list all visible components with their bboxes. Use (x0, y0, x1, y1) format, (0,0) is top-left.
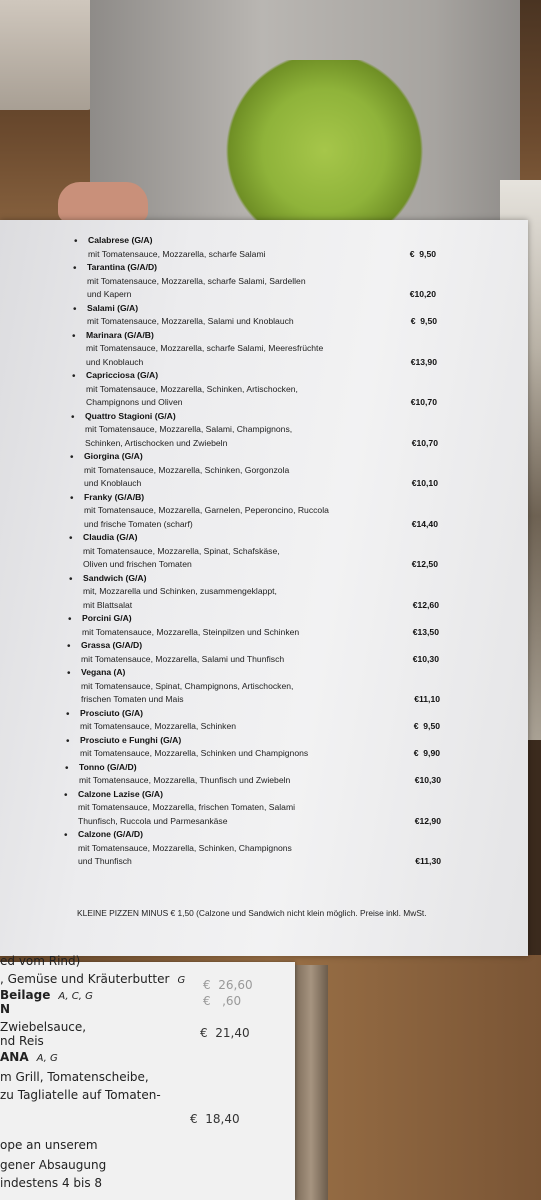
menu-item-description: mit Tomatensauce, Mozzarella, Schinken, Gorgonzola (84, 464, 290, 475)
card-line-text: indestens 4 bis 8 (0, 1176, 103, 1190)
menu-item (0, 639, 528, 666)
menu-item-name: Prosciuto (G/A) (80, 707, 144, 718)
chair (0, 0, 95, 110)
card-line-text: N (0, 1002, 11, 1016)
menu-item-description: und Knoblauch (86, 356, 144, 367)
menu-item-price: €10,30 (412, 653, 439, 664)
menu-item-description: mit Tomatensauce, Mozzarella, scharfe Salami, Sardellen (87, 275, 306, 286)
menu-item (0, 261, 528, 302)
menu-item-price: € 9,90 (413, 748, 440, 758)
menu-item-name: Capricciosa (G/A) (86, 370, 159, 380)
card-line-text: ANA (0, 1050, 29, 1064)
card-line-text: zu Tagliatelle auf Tomaten- (0, 1088, 161, 1102)
menu-item-list (0, 234, 528, 869)
menu-item-description: mit Tomatensauce, Mozzarella, Schinken (80, 721, 237, 731)
hand (58, 182, 148, 222)
menu-item-description: mit Tomatensauce, Mozzarella, Garnelen, Peperoncino, Ruccola (84, 505, 329, 515)
menu-item-description: und Thunfisch (78, 856, 132, 866)
menu-item-name: Prosciuto e Funghi (G/A) (80, 734, 182, 745)
menu-item-price: €10,30 (414, 775, 441, 785)
menu-item (0, 788, 528, 829)
menu-item-description: mit Tomatensauce, Mozzarella, Spinat, Schafskäse, (83, 545, 280, 556)
menu-item-description: mit Tomatensauce, Spinat, Champignons, Artischocken, (81, 680, 294, 691)
menu-item-name: Claudia (G/A) (83, 532, 138, 542)
menu-item-name: Franky (G/A/B) (84, 491, 145, 502)
card-line-text: nd Reis (0, 1034, 44, 1048)
menu-item-name: Salami (G/A) (87, 302, 139, 313)
menu-footnote: KLEINE PIZZEN MINUS € 1,50 (Calzone und Sandwich nicht klein möglich. Preise inkl. MwSt. (77, 908, 427, 918)
table-plant (222, 60, 427, 225)
menu-item (0, 761, 528, 788)
menu-item-price: € 9,50 (413, 721, 440, 731)
menu-item-price: €13,90 (410, 356, 437, 367)
menu-item (0, 612, 528, 639)
menu-item-price: €11,30 (415, 856, 441, 866)
menu-item (0, 828, 528, 869)
card-line (0, 1002, 10, 1016)
menu-item-name: Marinara (G/A/B) (86, 329, 154, 340)
bullet-icon: • (74, 236, 78, 247)
menu-item (0, 410, 528, 451)
menu-stand (294, 965, 328, 1200)
allergen-code: A, C, G (58, 991, 93, 1002)
menu-item-description: mit Tomatensauce, Mozzarella, scharfe Salami, Meeresfrüchte (86, 343, 324, 353)
allergen-code: A, G (36, 1053, 58, 1064)
bullet-icon: • (71, 411, 75, 423)
menu-item-description: mit Tomatensauce, Mozzarella, Steinpilzen und Schinken (82, 626, 300, 637)
menu-item-name: Tarantina (G/A/D) (87, 262, 158, 272)
allergen-code: G (177, 975, 186, 986)
card-line (0, 1070, 149, 1084)
card-line (0, 954, 80, 968)
card-line (0, 988, 93, 1002)
menu-item (0, 531, 528, 572)
card-price: € ,60 (203, 994, 242, 1008)
menu-item-description: mit, Mozzarella und Schinken, zusammengeklappt, (83, 586, 277, 596)
menu-item-price: € 9,50 (410, 316, 437, 326)
bullet-icon: • (70, 492, 74, 504)
bullet-icon: • (72, 330, 76, 342)
menu-item-description: mit Tomatensauce, Mozzarella, Schinken, Artischocken, (86, 383, 298, 394)
pizza-menu-sheet (0, 220, 528, 956)
card-line-text: m Grill, Tomatenscheibe, (0, 1070, 149, 1084)
menu-item-price: €10,20 (409, 289, 436, 299)
card-line-text: Beilage (0, 988, 51, 1002)
bullet-icon: • (68, 614, 72, 625)
menu-item-description: mit Tomatensauce, Mozzarella, frischen Tomaten, Salami (78, 802, 296, 812)
menu-item-name: Sandwich (G/A) (83, 572, 147, 583)
card-line (0, 972, 185, 986)
card-line-text: , Gemüse und Kräuterbutter (0, 972, 170, 986)
menu-item-name: Vegana (A) (81, 667, 126, 677)
menu-item (0, 734, 528, 761)
menu-item-price: €12,90 (414, 815, 441, 826)
menu-item-name: Calzone Lazise (G/A) (78, 788, 163, 799)
menu-item-description: und Knoblauch (84, 478, 142, 488)
menu-item-name: Calzone (G/A/D) (78, 829, 143, 839)
menu-item (0, 666, 528, 707)
bullet-icon: • (64, 789, 68, 801)
menu-item-description: mit Tomatensauce, Mozzarella, Thunfisch und Zwiebeln (79, 775, 291, 785)
lower-menu-card (0, 954, 295, 1200)
bullet-icon: • (69, 573, 73, 585)
menu-item-description: und Kapern (87, 289, 132, 299)
card-line (0, 1158, 106, 1172)
menu-item-description: mit Tomatensauce, Mozzarella, Salami, Champignons, (85, 424, 293, 434)
menu-item-description: Thunfisch, Ruccola und Parmesankäse (78, 815, 228, 826)
bullet-icon: • (66, 708, 70, 720)
menu-item-description: mit Tomatensauce, Mozzarella, Schinken, Champignons (78, 842, 292, 853)
bullet-icon: • (65, 762, 69, 774)
menu-item-description: Champignons und Oliven (86, 397, 183, 407)
bullet-icon: • (72, 371, 76, 382)
menu-item-description: mit Tomatensauce, Mozzarella, Schinken und Champignons (80, 748, 309, 758)
menu-item-price: €10,70 (410, 397, 437, 407)
card-line-text: Zwiebelsauce, (0, 1020, 87, 1034)
menu-item (0, 329, 528, 370)
menu-item-price: €12,60 (412, 599, 439, 610)
menu-item-price: €11,10 (414, 694, 440, 704)
bullet-icon: • (73, 263, 77, 274)
bullet-icon: • (67, 668, 71, 679)
card-line (0, 1050, 58, 1064)
card-line (0, 1176, 102, 1190)
card-price: € 21,40 (200, 1026, 250, 1040)
menu-item-price: €10,70 (411, 437, 438, 448)
menu-item-price: €10,10 (411, 478, 438, 488)
menu-item-name: Porcini G/A) (82, 613, 132, 623)
menu-item-price: €14,40 (411, 518, 438, 529)
card-line (0, 1020, 86, 1034)
menu-item-description: mit Blattsalat (83, 599, 133, 610)
menu-item-name: Giorgina (G/A) (84, 451, 143, 461)
menu-item-description: Oliven und frischen Tomaten (83, 559, 192, 569)
menu-item-description: mit Tomatensauce, Mozzarella, Salami und Knoblauch (87, 316, 294, 326)
menu-item (0, 491, 528, 532)
bullet-icon: • (73, 303, 77, 315)
card-line-text: ed vom Rind) (0, 954, 81, 968)
menu-item-description: Schinken, Artischocken und Zwiebeln (85, 437, 228, 448)
bullet-icon: • (67, 641, 71, 652)
menu-item (0, 302, 528, 329)
card-price: € 18,40 (190, 1112, 240, 1126)
menu-item-description: frischen Tomaten und Mais (81, 694, 184, 704)
menu-item-price: €12,50 (411, 559, 438, 569)
card-price: € 26,60 (203, 978, 253, 992)
card-line (0, 1088, 161, 1102)
menu-item (0, 450, 528, 491)
menu-item (0, 369, 528, 410)
card-line (0, 1138, 98, 1152)
menu-item-name: Quattro Stagioni (G/A) (85, 410, 176, 421)
bullet-icon: • (66, 735, 70, 747)
menu-item-description: und frische Tomaten (scharf) (84, 518, 193, 529)
menu-item-name: Tonno (G/A/D) (79, 761, 137, 772)
menu-item (0, 234, 528, 261)
menu-item-price: € 9,50 (409, 248, 436, 259)
menu-item (0, 707, 528, 734)
menu-item-name: Calabrese (G/A) (88, 235, 153, 245)
card-line-text: ope an unserem (0, 1138, 98, 1152)
menu-item-description: mit Tomatensauce, Mozzarella, scharfe Salami (88, 248, 266, 259)
menu-item (0, 572, 528, 613)
menu-item-description: mit Tomatensauce, Mozzarella, Salami und Thunfisch (81, 653, 285, 664)
menu-item-name: Grassa (G/A/D) (81, 640, 143, 650)
bullet-icon: • (64, 830, 68, 841)
bullet-icon: • (70, 452, 74, 463)
card-line (0, 1034, 44, 1048)
menu-item-price: €13,50 (412, 626, 439, 637)
card-line-text: gener Absaugung (0, 1158, 107, 1172)
bullet-icon: • (69, 533, 73, 544)
